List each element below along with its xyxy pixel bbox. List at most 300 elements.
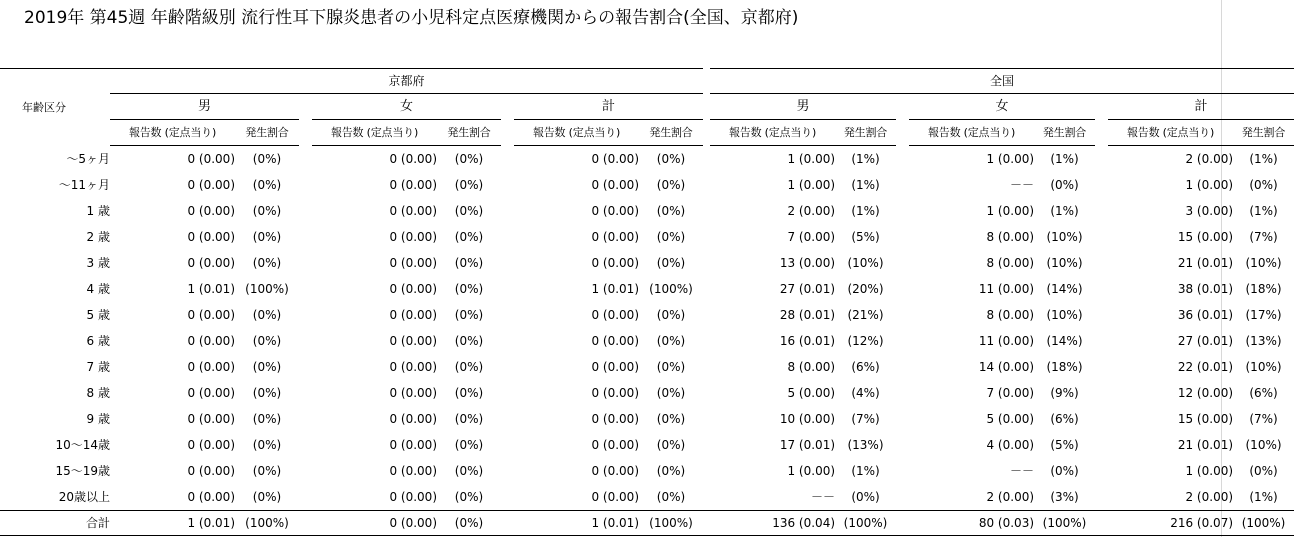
table-row <box>0 146 1294 172</box>
column-gap <box>896 224 909 250</box>
incidence-rate-cell: (100%) <box>235 510 299 536</box>
column-gap <box>299 510 312 536</box>
table-row <box>0 406 1294 432</box>
report-count-cell: 13 (0.00) <box>779 256 836 270</box>
incidence-rate-cell: (0%) <box>252 490 282 504</box>
report-count-cell: 1 (0.00) <box>1185 464 1234 478</box>
report-count-cell: 1 (0.01) <box>514 510 639 536</box>
report-count-cell: 1 (0.00) <box>787 178 836 192</box>
sex-header-kyoto-1: 女 <box>312 94 501 120</box>
report-count-cell: 11 (0.00) <box>978 282 1035 296</box>
column-gap <box>501 510 514 536</box>
incidence-rate-cell: (0%) <box>252 334 282 348</box>
report-count-cell: 0 (0.00) <box>389 256 437 270</box>
column-gap <box>703 302 710 328</box>
incidence-rate-cell: (0%) <box>252 412 282 426</box>
region-header-national: 全国 <box>710 68 1294 94</box>
column-gap <box>299 172 312 198</box>
report-count-cell: 0 (0.00) <box>591 438 639 452</box>
incidence-rate-cell: (0%) <box>252 178 282 192</box>
column-gap <box>703 276 710 302</box>
report-count-cell: 0 (0.00) <box>591 386 639 400</box>
report-count-cell: 1 (0.00) <box>1185 178 1234 192</box>
report-count-cell: 0 (0.00) <box>187 308 235 322</box>
count-column-header: 報告数 (定点当り) <box>110 120 235 146</box>
report-count-cell: 0 (0.00) <box>389 308 437 322</box>
age-label: 4 歳 <box>86 282 110 296</box>
incidence-rate-cell: (0%) <box>1249 178 1278 192</box>
report-count-cell: 0 (0.00) <box>591 230 639 244</box>
incidence-rate-cell: (0%) <box>252 308 282 322</box>
report-count-cell: 27 (0.01) <box>779 282 836 296</box>
column-gap <box>703 250 710 276</box>
column-gap <box>1095 250 1108 276</box>
column-gap <box>703 484 710 510</box>
report-count-cell: 1 (0.00) <box>986 152 1035 166</box>
report-count-cell: 0 (0.00) <box>187 334 235 348</box>
report-count-cell: 0 (0.00) <box>591 178 639 192</box>
report-count-cell: 0 (0.00) <box>312 510 437 536</box>
report-count-cell: 0 (0.00) <box>187 204 235 218</box>
report-count-cell: 0 (0.00) <box>187 490 235 504</box>
report-count-cell: 0 (0.00) <box>591 308 639 322</box>
sex-header-kyoto-0: 男 <box>110 94 299 120</box>
incidence-rate-cell: (6%) <box>851 360 880 374</box>
column-gap <box>299 458 312 484</box>
column-gap <box>501 198 514 224</box>
incidence-rate-cell: (5%) <box>851 230 880 244</box>
incidence-rate-cell: (100%) <box>649 282 693 296</box>
incidence-rate-cell: (1%) <box>1050 152 1079 166</box>
report-count-cell: 4 (0.00) <box>986 438 1035 452</box>
incidence-rate-cell: (7%) <box>851 412 880 426</box>
incidence-rate-cell: (0%) <box>454 438 484 452</box>
age-label: ～5ヶ月 <box>66 152 110 166</box>
incidence-rate-cell: (0%) <box>252 230 282 244</box>
age-label: 6 歳 <box>86 334 110 348</box>
incidence-rate-cell: (0%) <box>656 256 686 270</box>
incidence-rate-cell: (0%) <box>656 152 686 166</box>
incidence-rate-cell: (10%) <box>1046 308 1083 322</box>
incidence-rate-cell: (7%) <box>1249 412 1278 426</box>
column-gap <box>501 432 514 458</box>
column-gap <box>703 328 710 354</box>
incidence-rate-cell: (14%) <box>1046 334 1083 348</box>
incidence-rate-cell: (5%) <box>1050 438 1079 452</box>
report-count-cell: 1 (0.01) <box>187 282 235 296</box>
incidence-rate-cell: (20%) <box>847 282 884 296</box>
report-table <box>0 68 1294 536</box>
incidence-rate-cell: (18%) <box>1046 360 1083 374</box>
age-label: 15～19歳 <box>55 464 110 478</box>
column-gap <box>1095 94 1108 120</box>
report-count-cell: 2 (0.00) <box>1185 490 1234 504</box>
column-gap <box>703 510 710 536</box>
column-gap <box>896 432 909 458</box>
column-gap <box>703 224 710 250</box>
incidence-rate-cell: (10%) <box>847 256 884 270</box>
incidence-rate-cell: (18%) <box>1245 282 1282 296</box>
report-count-cell: 21 (0.01) <box>1177 256 1234 270</box>
incidence-rate-cell: (10%) <box>1046 256 1083 270</box>
incidence-rate-cell: (0%) <box>656 178 686 192</box>
column-gap <box>896 328 909 354</box>
column-gap <box>896 198 909 224</box>
report-count-cell: －－ <box>1010 464 1035 478</box>
incidence-rate-cell: (14%) <box>1046 282 1083 296</box>
column-gap <box>1095 198 1108 224</box>
incidence-rate-cell: (0%) <box>454 308 484 322</box>
age-label: 9 歳 <box>86 412 110 426</box>
report-count-cell: 1 (0.01) <box>591 282 639 296</box>
report-count-cell: 8 (0.00) <box>986 308 1035 322</box>
column-gap <box>501 172 514 198</box>
report-count-cell: 0 (0.00) <box>591 152 639 166</box>
column-gap <box>703 198 710 224</box>
incidence-rate-cell: (6%) <box>1050 412 1079 426</box>
incidence-rate-cell: (0%) <box>252 360 282 374</box>
report-count-cell: 0 (0.00) <box>389 152 437 166</box>
table-row <box>0 302 1294 328</box>
column-gap <box>1095 120 1108 146</box>
table-row <box>0 328 1294 354</box>
report-count-cell: 0 (0.00) <box>389 490 437 504</box>
report-count-cell: 21 (0.01) <box>1177 438 1234 452</box>
column-gap <box>703 94 710 120</box>
rate-column-header: 発生割合 <box>835 120 896 146</box>
page-title: 2019年 第45週 年齢階級別 流行性耳下腺炎患者の小児科定点医療機関からの報告割合(全国、京都府) <box>24 8 799 28</box>
count-column-header: 報告数 (定点当り) <box>1108 120 1233 146</box>
incidence-rate-cell: (0%) <box>656 412 686 426</box>
incidence-rate-cell: (4%) <box>851 386 880 400</box>
column-gap <box>703 172 710 198</box>
column-gap <box>299 406 312 432</box>
column-gap <box>1095 224 1108 250</box>
column-gap <box>896 302 909 328</box>
column-gap <box>501 484 514 510</box>
report-count-cell: 1 (0.00) <box>787 464 836 478</box>
report-count-cell: －－ <box>811 490 836 504</box>
incidence-rate-cell: (100%) <box>835 510 896 536</box>
incidence-rate-cell: (0%) <box>656 386 686 400</box>
column-gap <box>896 94 909 120</box>
report-count-cell: 0 (0.00) <box>389 438 437 452</box>
column-gap <box>501 458 514 484</box>
region-gap <box>703 68 710 94</box>
column-gap <box>299 224 312 250</box>
report-count-cell: 11 (0.00) <box>978 334 1035 348</box>
count-column-header: 報告数 (定点当り) <box>514 120 639 146</box>
incidence-rate-cell: (0%) <box>454 230 484 244</box>
report-count-cell: 0 (0.00) <box>389 464 437 478</box>
age-label: 3 歳 <box>86 256 110 270</box>
column-gap <box>501 120 514 146</box>
incidence-rate-cell: (0%) <box>454 360 484 374</box>
age-label: 20歳以上 <box>58 490 110 504</box>
column-gap <box>1095 328 1108 354</box>
column-gap <box>703 432 710 458</box>
report-count-cell: 0 (0.00) <box>591 412 639 426</box>
incidence-rate-cell: (0%) <box>851 490 880 504</box>
column-gap <box>299 302 312 328</box>
report-count-cell: 0 (0.00) <box>591 334 639 348</box>
incidence-rate-cell: (0%) <box>656 230 686 244</box>
report-count-cell: 3 (0.00) <box>1185 204 1234 218</box>
incidence-rate-cell: (10%) <box>1046 230 1083 244</box>
table-row <box>0 250 1294 276</box>
region-header-kyoto: 京都府 <box>110 68 703 94</box>
column-gap <box>896 146 909 172</box>
report-count-cell: 0 (0.00) <box>389 360 437 374</box>
incidence-rate-cell: (12%) <box>847 334 884 348</box>
column-gap <box>703 406 710 432</box>
incidence-rate-cell: (1%) <box>1249 152 1278 166</box>
age-label: 8 歳 <box>86 386 110 400</box>
incidence-rate-cell: (6%) <box>1249 386 1278 400</box>
column-gap <box>703 458 710 484</box>
incidence-rate-cell: (13%) <box>1245 334 1282 348</box>
incidence-rate-cell: (0%) <box>252 386 282 400</box>
column-gap <box>896 510 909 536</box>
column-gap <box>1095 302 1108 328</box>
incidence-rate-cell: (1%) <box>1050 204 1079 218</box>
report-count-cell: 0 (0.00) <box>187 178 235 192</box>
table-row <box>0 198 1294 224</box>
count-column-header: 報告数 (定点当り) <box>710 120 835 146</box>
age-label: 7 歳 <box>86 360 110 374</box>
incidence-rate-cell: (1%) <box>851 464 880 478</box>
column-gap <box>299 354 312 380</box>
report-count-cell: 5 (0.00) <box>986 412 1035 426</box>
report-count-cell: 0 (0.00) <box>389 412 437 426</box>
incidence-rate-cell: (0%) <box>656 204 686 218</box>
age-label: ～11ヶ月 <box>58 178 110 192</box>
column-gap <box>1095 510 1108 536</box>
age-label: 1 歳 <box>86 204 110 218</box>
rate-column-header: 発生割合 <box>437 120 501 146</box>
incidence-rate-cell: (0%) <box>454 490 484 504</box>
column-gap <box>501 354 514 380</box>
incidence-rate-cell: (100%) <box>245 282 289 296</box>
column-gap <box>703 354 710 380</box>
column-gap <box>703 120 710 146</box>
report-count-cell: 8 (0.00) <box>986 256 1035 270</box>
column-gap <box>501 380 514 406</box>
column-gap <box>896 484 909 510</box>
column-gap <box>501 276 514 302</box>
column-gap <box>1095 432 1108 458</box>
count-column-header: 報告数 (定点当り) <box>312 120 437 146</box>
age-group-header: 年齢区分 <box>0 68 110 146</box>
incidence-rate-cell: (17%) <box>1245 308 1282 322</box>
report-count-cell: 17 (0.01) <box>779 438 836 452</box>
incidence-rate-cell: (0%) <box>454 204 484 218</box>
incidence-rate-cell: (1%) <box>851 152 880 166</box>
report-count-cell: 2 (0.00) <box>787 204 836 218</box>
incidence-rate-cell: (0%) <box>454 152 484 166</box>
report-count-cell: 1 (0.01) <box>110 510 235 536</box>
report-count-cell: 0 (0.00) <box>187 256 235 270</box>
report-count-cell: 38 (0.01) <box>1177 282 1234 296</box>
incidence-rate-cell: (7%) <box>1249 230 1278 244</box>
rate-column-header: 発生割合 <box>1034 120 1095 146</box>
incidence-rate-cell: (10%) <box>1245 438 1282 452</box>
column-gap <box>896 276 909 302</box>
report-count-cell: 22 (0.01) <box>1177 360 1234 374</box>
report-count-cell: 0 (0.00) <box>187 464 235 478</box>
report-count-cell: 8 (0.00) <box>986 230 1035 244</box>
report-count-cell: 28 (0.01) <box>779 308 836 322</box>
column-gap <box>1095 406 1108 432</box>
column-gap <box>501 302 514 328</box>
table-row <box>0 380 1294 406</box>
report-count-cell: 16 (0.01) <box>779 334 836 348</box>
column-gap <box>501 224 514 250</box>
column-gap <box>299 94 312 120</box>
column-gap <box>299 328 312 354</box>
age-label: 10～14歳 <box>55 438 110 452</box>
report-count-cell: 1 (0.00) <box>787 152 836 166</box>
incidence-rate-cell: (100%) <box>639 510 703 536</box>
column-gap <box>299 380 312 406</box>
incidence-rate-cell: (0%) <box>656 438 686 452</box>
column-gap <box>299 250 312 276</box>
incidence-rate-cell: (10%) <box>1245 256 1282 270</box>
incidence-rate-cell: (21%) <box>847 308 884 322</box>
report-count-cell: 27 (0.01) <box>1177 334 1234 348</box>
incidence-rate-cell: (0%) <box>454 178 484 192</box>
column-gap <box>1095 276 1108 302</box>
column-gap <box>896 354 909 380</box>
column-gap <box>299 146 312 172</box>
incidence-rate-cell: (0%) <box>1050 464 1079 478</box>
column-gap <box>1095 172 1108 198</box>
column-gap <box>896 172 909 198</box>
table-row <box>0 484 1294 510</box>
column-gap <box>703 146 710 172</box>
table-row <box>0 458 1294 484</box>
report-count-cell: 0 (0.00) <box>591 204 639 218</box>
column-gap <box>896 458 909 484</box>
report-count-cell: 14 (0.00) <box>978 360 1035 374</box>
report-count-cell: 1 (0.00) <box>986 204 1035 218</box>
column-gap <box>501 328 514 354</box>
report-count-cell: 10 (0.00) <box>779 412 836 426</box>
incidence-rate-cell: (0%) <box>656 360 686 374</box>
report-count-cell: 0 (0.00) <box>187 152 235 166</box>
report-count-cell: 0 (0.00) <box>187 412 235 426</box>
incidence-rate-cell: (1%) <box>851 178 880 192</box>
incidence-rate-cell: (0%) <box>1050 178 1079 192</box>
column-gap <box>501 146 514 172</box>
column-gap <box>299 432 312 458</box>
report-count-cell: 0 (0.00) <box>389 386 437 400</box>
column-gap <box>896 250 909 276</box>
column-gap <box>896 406 909 432</box>
header-row-sex <box>0 94 1294 120</box>
column-gap <box>299 198 312 224</box>
incidence-rate-cell: (0%) <box>252 256 282 270</box>
incidence-rate-cell: (1%) <box>1249 204 1278 218</box>
incidence-rate-cell: (0%) <box>437 510 501 536</box>
incidence-rate-cell: (0%) <box>252 204 282 218</box>
sex-header-kyoto-2: 計 <box>514 94 703 120</box>
column-gap <box>896 120 909 146</box>
incidence-rate-cell: (0%) <box>454 386 484 400</box>
incidence-rate-cell: (3%) <box>1050 490 1079 504</box>
header-row-region <box>0 68 1294 94</box>
incidence-rate-cell: (0%) <box>656 334 686 348</box>
report-count-cell: 0 (0.00) <box>187 386 235 400</box>
sex-header-national-0: 男 <box>710 94 896 120</box>
incidence-rate-cell: (100%) <box>1034 510 1095 536</box>
column-gap <box>1095 458 1108 484</box>
report-count-cell: 7 (0.00) <box>986 386 1035 400</box>
report-count-cell: 5 (0.00) <box>787 386 836 400</box>
header-row-columns <box>0 120 1294 146</box>
incidence-rate-cell: (1%) <box>1249 490 1278 504</box>
incidence-rate-cell: (0%) <box>656 308 686 322</box>
age-label: 5 歳 <box>86 308 110 322</box>
table-row <box>0 172 1294 198</box>
report-count-cell: 36 (0.01) <box>1177 308 1234 322</box>
report-count-cell: 2 (0.00) <box>986 490 1035 504</box>
report-count-cell: 0 (0.00) <box>187 360 235 374</box>
age-label: 2 歳 <box>86 230 110 244</box>
incidence-rate-cell: (0%) <box>252 152 282 166</box>
column-gap <box>501 94 514 120</box>
report-count-cell: 136 (0.04) <box>710 510 835 536</box>
report-count-cell: 0 (0.00) <box>389 334 437 348</box>
report-count-cell: 0 (0.00) <box>591 464 639 478</box>
sex-header-national-2: 計 <box>1108 94 1294 120</box>
report-count-cell: 216 (0.07) <box>1108 510 1233 536</box>
column-gap <box>1095 380 1108 406</box>
table-row <box>0 432 1294 458</box>
rate-column-header: 発生割合 <box>1233 120 1294 146</box>
incidence-rate-cell: (10%) <box>1245 360 1282 374</box>
incidence-rate-cell: (0%) <box>454 256 484 270</box>
report-count-cell: 0 (0.00) <box>389 178 437 192</box>
report-count-cell: 0 (0.00) <box>389 230 437 244</box>
sex-header-national-1: 女 <box>909 94 1095 120</box>
column-gap <box>1095 354 1108 380</box>
column-gap <box>1095 484 1108 510</box>
report-count-cell: 15 (0.00) <box>1177 230 1234 244</box>
column-gap <box>1095 146 1108 172</box>
table-row <box>0 224 1294 250</box>
incidence-rate-cell: (0%) <box>454 464 484 478</box>
report-count-cell: 0 (0.00) <box>591 256 639 270</box>
column-gap <box>299 276 312 302</box>
report-count-cell: －－ <box>1010 178 1035 192</box>
incidence-rate-cell: (0%) <box>454 334 484 348</box>
column-gap <box>501 406 514 432</box>
report-count-cell: 0 (0.00) <box>389 204 437 218</box>
incidence-rate-cell: (0%) <box>656 464 686 478</box>
report-count-cell: 0 (0.00) <box>187 438 235 452</box>
incidence-rate-cell: (9%) <box>1050 386 1079 400</box>
incidence-rate-cell: (1%) <box>851 204 880 218</box>
rate-column-header: 発生割合 <box>639 120 703 146</box>
incidence-rate-cell: (13%) <box>847 438 884 452</box>
incidence-rate-cell: (100%) <box>1233 510 1294 536</box>
rate-column-header: 発生割合 <box>235 120 299 146</box>
total-row <box>0 510 1294 536</box>
incidence-rate-cell: (0%) <box>252 438 282 452</box>
incidence-rate-cell: (0%) <box>454 282 484 296</box>
report-count-cell: 7 (0.00) <box>787 230 836 244</box>
